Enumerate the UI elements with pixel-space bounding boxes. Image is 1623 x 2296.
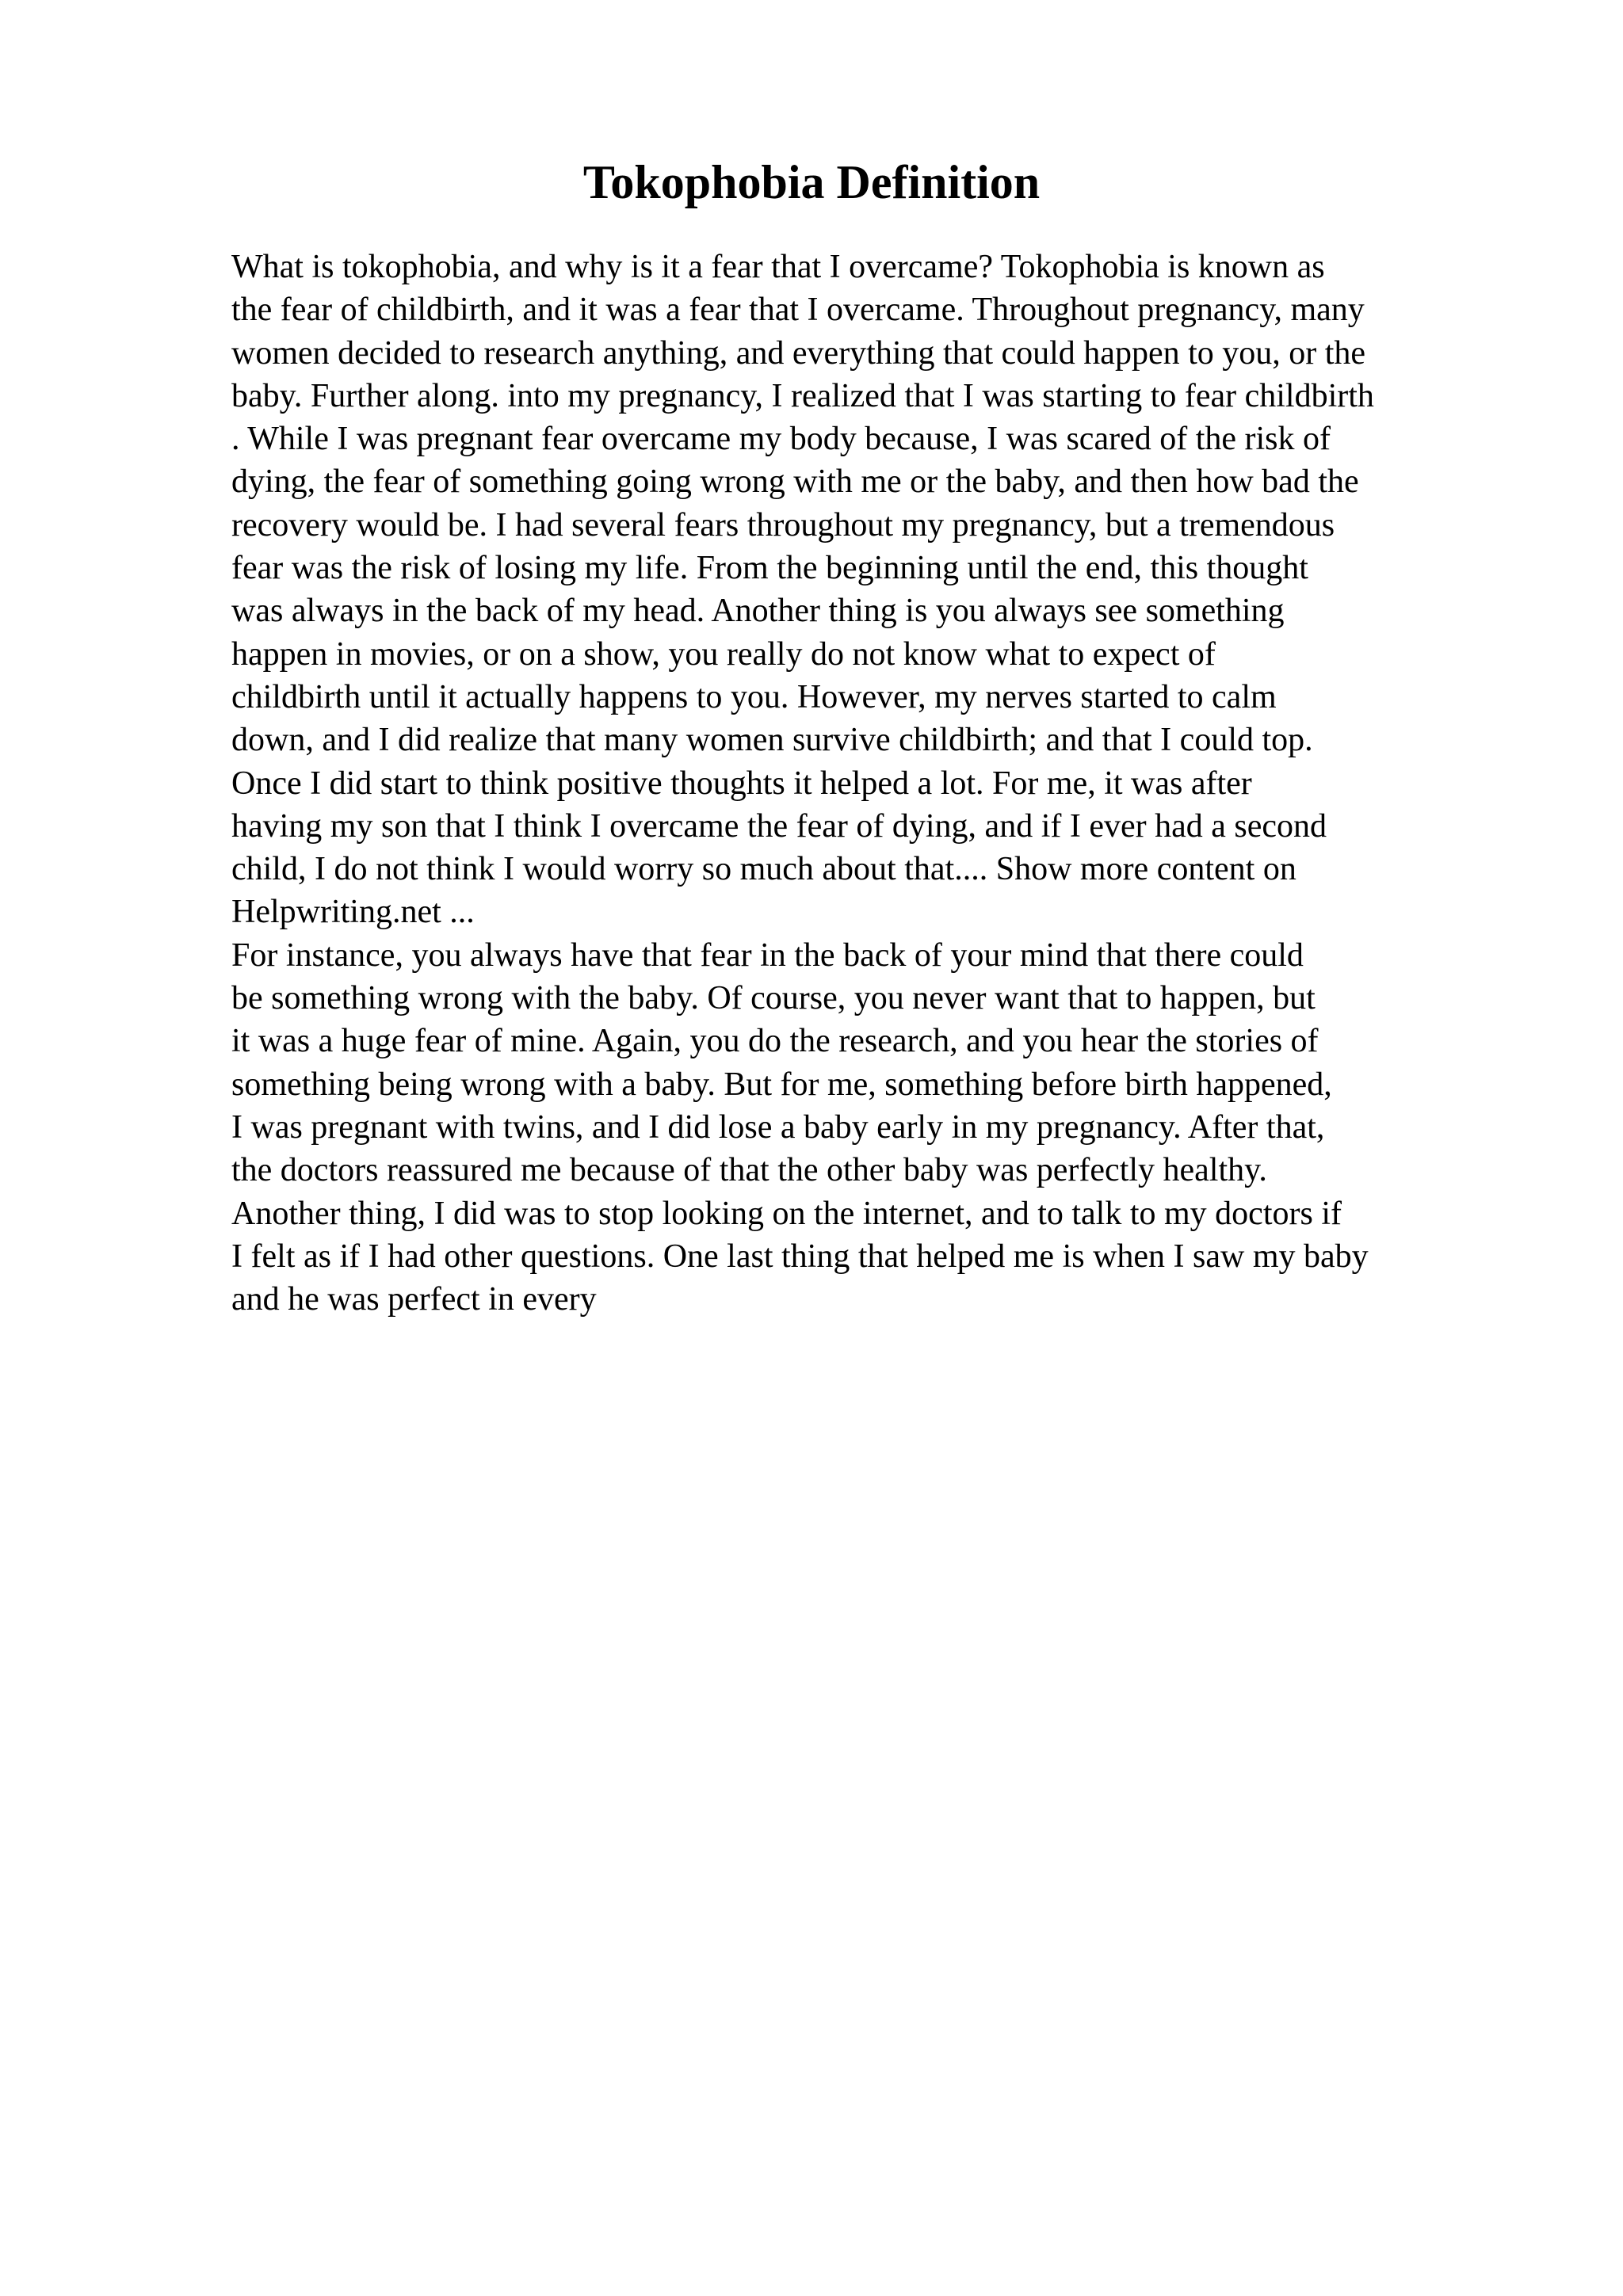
body-line: and he was perfect in every — [231, 1281, 597, 1318]
body-line: was always in the back of my head. Another thing is you always see something — [231, 593, 1285, 630]
body-line: dying, the fear of something going wrong with me or the baby, and then how bad the — [231, 463, 1359, 501]
body-line: having my son that I think I overcame the fear of dying, and if I ever had a second — [231, 807, 1327, 845]
body-line: it was a huge fear of mine. Again, you do the research, and you hear the stories of — [231, 1023, 1319, 1060]
body-line: women decided to research anything, and everything that could happen to you, or the — [231, 334, 1366, 372]
body-line: What is tokophobia, and why is it a fear that I overcame? Tokophobia is known as — [231, 249, 1325, 285]
body-line: fear was the risk of losing my life. From the beginning until the end, this thought — [231, 550, 1308, 587]
body-line: childbirth until it actually happens to you. However, my nerves started to calm — [231, 678, 1277, 715]
document-title: Tokophobia Definition — [582, 156, 1041, 208]
body-line: For instance, you always have that fear in the back of your mind that there could — [231, 936, 1304, 974]
body-line: baby. Further along. into my pregnancy, I realized that I was starting to fear childbirth — [231, 377, 1374, 414]
body-line: something being wrong with a baby. But for me, something before birth happened, — [231, 1066, 1332, 1103]
body-line: the doctors reassured me because of that the other baby was perfectly healthy. — [231, 1152, 1267, 1189]
body-line: Helpwriting.net ... — [231, 894, 475, 931]
document-body — [231, 246, 1515, 1321]
body-line: happen in movies, or on a show, you really do not know what to expect of — [231, 635, 1216, 673]
body-line: recovery would be. I had several fears throughout my pregnancy, but a tremendous — [231, 506, 1335, 543]
body-line: I was pregnant with twins, and I did lose a baby early in my pregnancy. After that, — [231, 1108, 1325, 1146]
body-line: be something wrong with the baby. Of course, you never want that to happen, but — [231, 980, 1316, 1017]
body-line: I felt as if I had other questions. One last thing that helped me is when I saw my baby — [231, 1238, 1369, 1275]
body-line: . While I was pregnant fear overcame my body because, I was scared of the risk of — [231, 421, 1331, 458]
body-line: child, I do not think I would worry so much about that.... Show more content on — [231, 851, 1296, 888]
body-line: Once I did start to think positive thoughts it helped a lot. For me, it was after — [231, 765, 1252, 802]
body-line: the fear of childbirth, and it was a fear that I overcame. Throughout pregnancy, many — [231, 292, 1365, 329]
body-line: down, and I did realize that many women survive childbirth; and that I could top. — [231, 722, 1313, 759]
body-line: Another thing, I did was to stop looking on the internet, and to talk to my doctors if — [231, 1195, 1342, 1232]
